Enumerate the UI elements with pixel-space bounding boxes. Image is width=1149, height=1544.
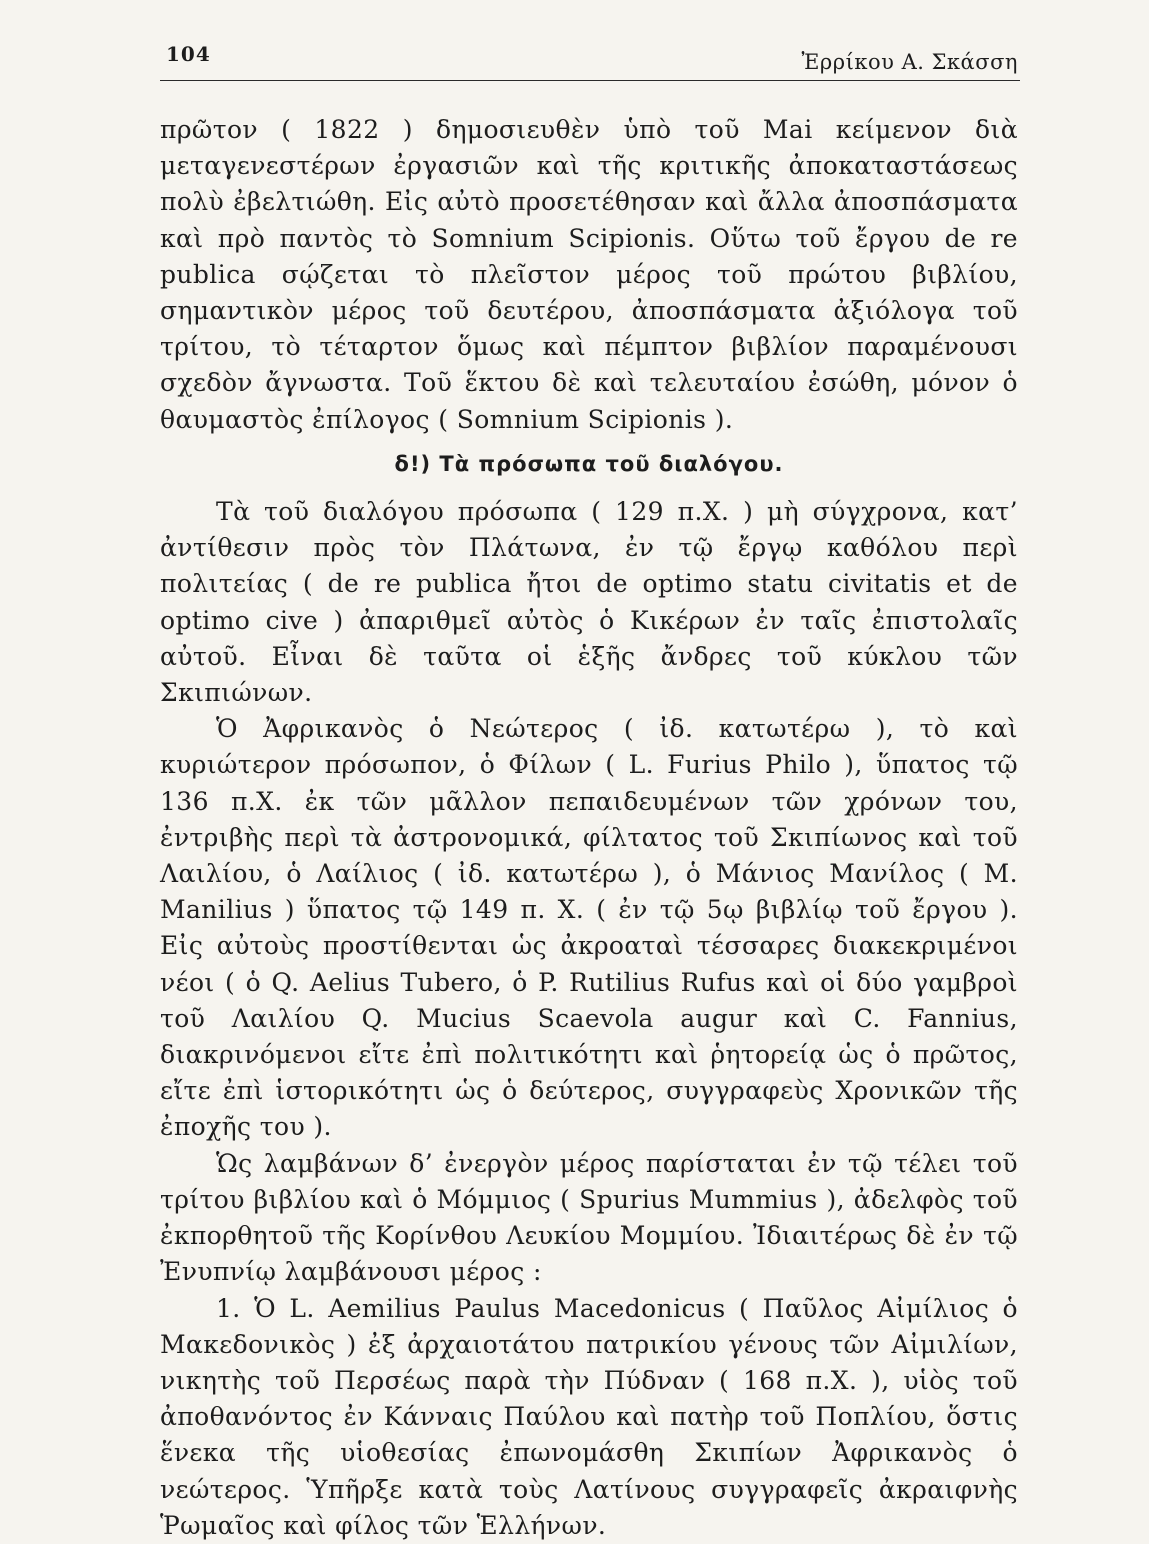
paragraph: πρῶτον ( 1822 ) δημοσιευθὲν ὑπὸ τοῦ Mai κείμενον διὰ μεταγενεστέρων ἐργασιῶν καὶ τῆς κριτικῆς ἀποκαταστάσεως πολὺ ἐβελτιώθη. Εἰς αὐτὸ προσετέθησαν καὶ ἄλλα ἀποσπάσματα καὶ πρὸ παντὸς τὸ Somnium Scipionis. Οὕτω τοῦ ἔργου de re publica σῴζεται τὸ πλεῖστον μέρος τοῦ πρώτου βιβλίου, σημαντικὸν μέρος τοῦ δευτέρου, ἀποσπάσματα ἀξιόλογα τοῦ τρίτου, τὸ τέταρτον ὅμως καὶ πέμπτον βιβλίον παραμένουσι σχεδὸν ἄγνωστα. Τοῦ ἕκτου δὲ καὶ τελευταίου ἐσώθη, μόνον ὁ θαυμαστὸς ἐπίλογος ( Somnium Scipionis ). bbox=[160, 115, 1018, 434]
paragraph: Τὰ τοῦ διαλόγου πρόσωπα ( 129 π.Χ. ) μὴ σύγχρονα, κατ’ ἀντίθεσιν πρὸς τὸν Πλάτωνα, ἐν τῷ ἔργῳ καθόλου περὶ πολιτείας ( de re publica ἤτοι de optimo statu civitatis et de optimo cive ) ἀπαριθμεῖ αὐτὸς ὁ Κικέρων ἐν ταῖς ἐπιστολαῖς αὐτοῦ. Εἶναι δὲ ταῦτα οἱ ἑξῆς ἄνδρες τοῦ κύκλου τῶν Σκιπιώνων. bbox=[160, 497, 1018, 708]
paragraph: 1. Ὁ L. Aemilius Paulus Macedonicus ( Παῦλος Αἰμίλιος ὁ Μακεδονικὸς ) ἐξ ἀρχαιοτάτου πατρικίου γένους τῶν Αἰμιλίων, νικητὴς τοῦ Περσέως παρὰ τὴν Πύδναν ( 168 π.Χ. ), υἱὸς τοῦ ἀποθανόντος ἐν Κάνναις Παύλου καὶ πατὴρ τοῦ Ποπλίου, ὅστις ἕνεκα τῆς υἱοθεσίας ἐπωνομάσθη Σκιπίων Ἀφρικανὸς ὁ νεώτερος. Ὑπῆρξε κατὰ τοὺς Λατίνους συγγραφεῖς ἀκραιφνὴς Ῥωμαῖος καὶ φίλος τῶν Ἑλλήνων. bbox=[160, 1293, 1018, 1540]
body-text bbox=[160, 112, 1018, 1544]
page-number: 104 bbox=[166, 42, 211, 66]
page-header bbox=[160, 38, 1020, 81]
running-head: Ἐρρίκου Α. Σκάσση bbox=[801, 50, 1018, 74]
paragraph: Ὁ Ἀφρικανὸς ὁ Νεώτερος ( ἰδ. κατωτέρω ), τὸ καὶ κυριώτερον πρόσωπον, ὁ Φίλων ( L. Furius Philo ), ὕπατος τῷ 136 π.Χ. ἐκ τῶν μᾶλλον πεπαιδευμένων τῶν χρόνων του, ἐντριβὴς περὶ τὰ ἀστρονομικά, φίλτατος τοῦ Σκιπίωνος καὶ τοῦ Λαιλίου, ὁ Λαίλιος ( ἰδ. κατωτέρω ), ὁ Μάνιος Μανίλος ( M. Manilius ) ὕπατος τῷ 149 π. Χ. ( ἐν τῷ 5ῳ βιβλίῳ τοῦ ἔργου ). Εἰς αὐτοὺς προστίθενται ὡς ἀκροαταὶ τέσσαρες διακεκριμένοι νέοι ( ὁ Q. Aelius Tubero, ὁ P. Rutilius Rufus καὶ οἱ δύο γαμβροὶ τοῦ Λαιλίου Q. Mucius Scaevola augur καὶ C. Fannius, διακρινόμενοι εἴτε ἐπὶ πολιτικότητι καὶ ῥητορείᾳ ὡς ὁ πρῶτος, εἴτε ἐπὶ ἱστορικότητι ὡς ὁ δεύτερος, συγγραφεὺς Χρονικῶν τῆς ἐποχῆς του ). bbox=[160, 714, 1018, 1142]
paragraph: Ὡς λαμβάνων δ’ ἐνεργὸν μέρος παρίσταται ἐν τῷ τέλει τοῦ τρίτου βιβλίου καὶ ὁ Μόμμιος ( Spurius Mummius ), ἀδελφὸς τοῦ ἐκπορθητοῦ τῆς Κορίνθου Λευκίου Μομμίου. Ἰδιαιτέρως δὲ ἐν τῷ Ἐνυπνίῳ λαμβάνουσι μέρος : bbox=[160, 1148, 1018, 1287]
section-heading: δ!) Τὰ πρόσωπα τοῦ διαλόγου. bbox=[394, 451, 784, 476]
